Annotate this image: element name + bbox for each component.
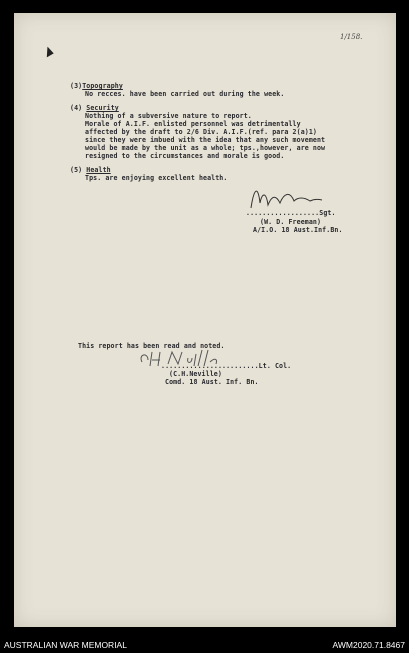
section-4-line: resigned to the circumstances and morale is good. <box>85 152 285 160</box>
footer-institution: AUSTRALIAN WAR MEMORIAL <box>4 640 127 650</box>
section-4-line: would be made by the unit as a whole; tps.,however, are now <box>85 144 326 152</box>
corner-mark <box>42 46 53 58</box>
document-page <box>14 13 396 627</box>
section-4-line: Morale of A.I.F. enlisted personnel was detrimentally <box>85 120 301 128</box>
signature-1-line: ..................Sgt. <box>246 209 336 217</box>
section-3-heading: (3)Topography <box>70 82 123 90</box>
footer-accession-id: AWM2020.71.8467 <box>332 640 405 650</box>
review-note: This report has been read and noted. <box>78 342 225 350</box>
footer-bar <box>0 638 409 653</box>
section-4-line: since they were imbued with the idea that any such movement <box>85 136 326 144</box>
signature-2-unit: Comd. 18 Aust. Inf. Bn. <box>165 378 259 386</box>
section-4-heading: (4) Security <box>70 104 119 112</box>
section-4-line: affected by the draft to 2/6 Div. A.I.F.(ref. para 2(a)1) <box>85 128 317 136</box>
signature-1-unit: A/I.O. 18 Aust.Inf.Bn. <box>253 226 343 234</box>
page-number: 1/158. <box>340 33 363 41</box>
section-4-line: Nothing of a subversive nature to report. <box>85 112 252 120</box>
signature-2-name: (C.H.Neville) <box>169 370 222 378</box>
signature-1-name: (W. D. Freeman) <box>260 218 322 226</box>
section-3-line: No recces. have been carried out during the week. <box>85 90 285 98</box>
section-5-heading: (5) Health <box>70 166 111 174</box>
section-5-line: Tps. are enjoying excellent health. <box>85 174 228 182</box>
signature-2-line: ........................Lt. Col. <box>161 362 292 370</box>
